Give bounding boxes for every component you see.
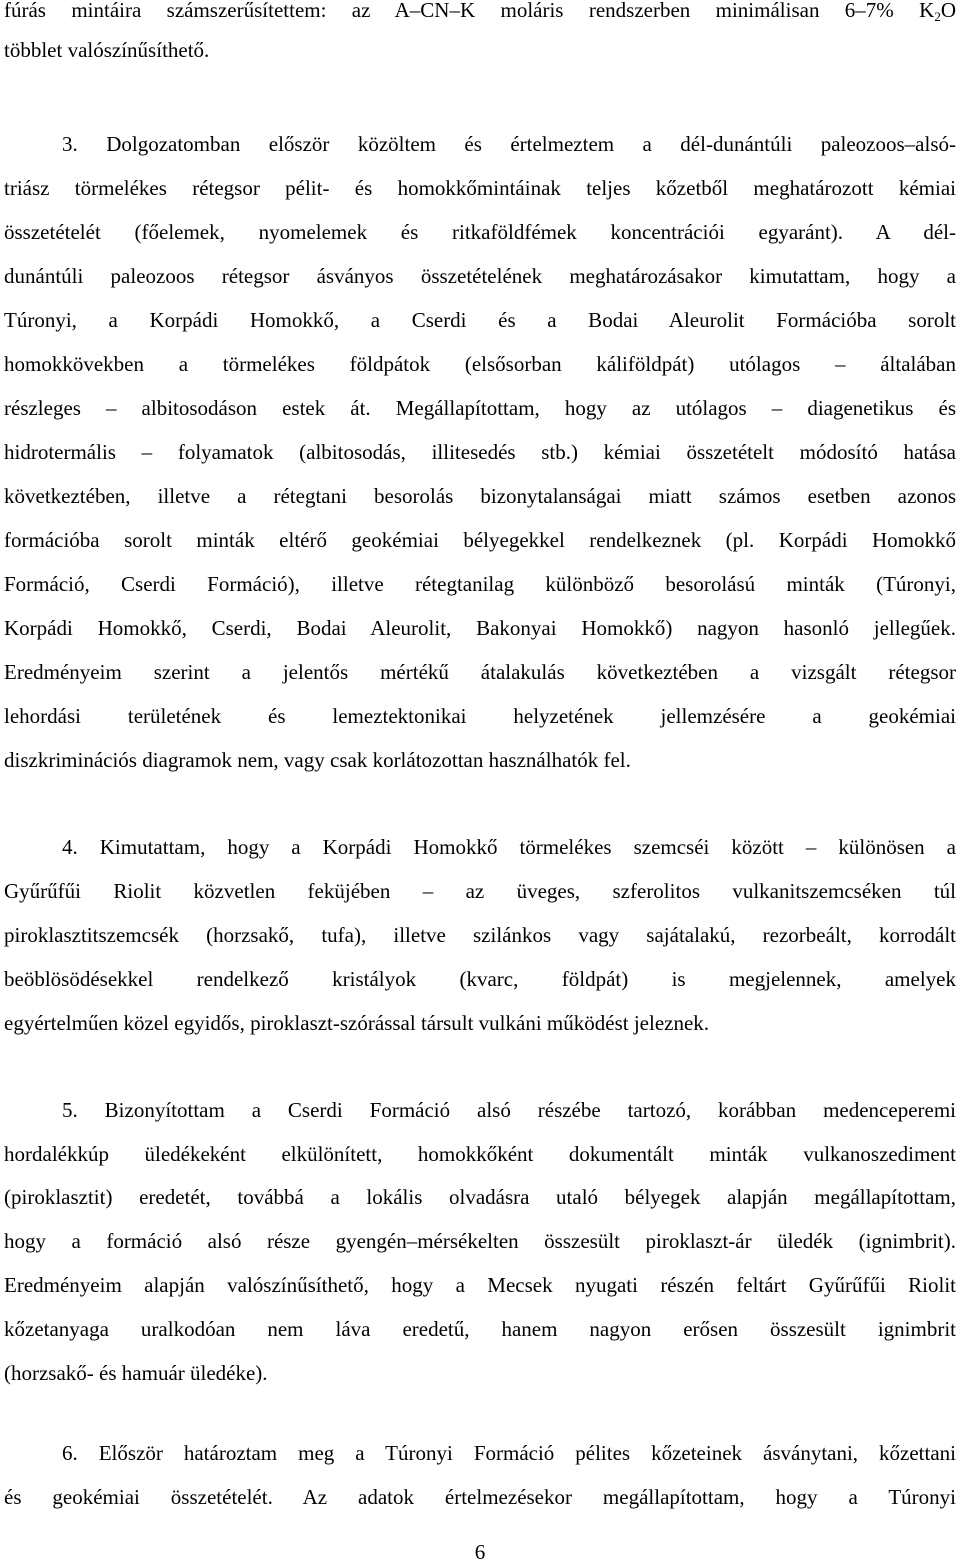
paragraph-5-line: hordalékkúp üledékeként elkülönített, homokkőként dokumentált minták vulkanoszediment (4, 1142, 956, 1166)
paragraph-4-line: Gyűrűfűi Riolit közvetlen feküjében – az üveges, szferolitos vulkanitszemcséken túl (4, 879, 956, 903)
paragraph-6-line: és geokémiai összetételét. Az adatok értelmezésekor megállapítottam, hogy a Túronyi (4, 1485, 956, 1509)
paragraph-3-line: formációba sorolt minták eltérő geokémiai bélyegekkel rendelkeznek (pl. Korpádi Homokkő (4, 528, 956, 552)
paragraph-6-line: 6. Először határoztam meg a Túronyi Formáció pélites kőzeteinek ásványtani, kőzettani (62, 1441, 957, 1465)
paragraph-3-line: 3. Dolgozatomban először közöltem és értelmeztem a dél-dunántúli paleozoos–alsó- (62, 132, 957, 156)
paragraph-3-line: triász törmelékes rétegsor pélit- és homokkőmintáinak teljes kőzetből meghatározott kémiai (4, 176, 956, 200)
paragraph-3-line: homokkövekben a törmelékes földpátok (elsősorban káliföldpát) utólagos – általában (4, 352, 956, 376)
paragraph-3-line: Túronyi, a Korpádi Homokkő, a Cserdi és a Bodai Aleurolit Formációba sorolt (4, 308, 956, 332)
paragraph-5-line: kőzetanyaga uralkodóan nem láva eredetű, hanem nagyon erősen összesült ignimbrit (4, 1317, 956, 1341)
intro-line-2: többlet valószínűsíthető. (4, 38, 210, 62)
paragraph-number: 5. (62, 1098, 78, 1122)
paragraph-5-line: hogy a formáció alsó része gyengén–mérsékelten összesült piroklaszt-ár üledék (ignimbrit). (4, 1229, 956, 1253)
page-number: 6 (474, 1540, 486, 1564)
paragraph-3-line: dunántúli paleozoos rétegsor ásványos összetételének meghatározásakor kimutattam, hogy a (4, 264, 956, 288)
paragraph-3-line: részleges – albitosodáson estek át. Megállapítottam, hogy az utólagos – diagenetikus és (4, 396, 956, 420)
paragraph-5-line: 5. Bizonyítottam a Cserdi Formáció alsó részébe tartozó, korábban medenceperemi (62, 1098, 956, 1122)
paragraph-3-line: hidrotermális – folyamatok (albitosodás, illitesedés stb.) kémiai összetételt módosító hatása (4, 440, 956, 464)
oxide-suffix: O (940, 0, 956, 22)
paragraph-number: 3. (62, 132, 78, 156)
paragraph-4-line: 4. Kimutattam, hogy a Korpádi Homokkő törmelékes szemcséi között – különösen a (62, 835, 957, 859)
paragraph-3-line: összetételét (főelemek, nyomelemek és ritkaföldfémek koncentrációi egyaránt). A dél- (4, 220, 956, 244)
intro-line-1 (4, 0, 956, 30)
intro-line-1-text: fúrás mintáira számszerűsítettem: az A–CN–K moláris rendszerben minimálisan 6–7% K (4, 0, 935, 22)
paragraph-4-line: piroklasztitszemcsék (horzsakő, tufa), illetve szilánkos vagy sajátalakú, rezorbeált, korrodált (4, 923, 956, 947)
paragraph-4-line: beöblösödésekkel rendelkező kristályok (kvarc, földpát) is megjelennek, amelyek (4, 967, 956, 991)
paragraph-4-line: egyértelműen közel egyidős, piroklaszt-szórással társult vulkáni működést jeleznek. (4, 1011, 710, 1035)
paragraph-3-line: diszkriminációs diagramok nem, vagy csak korlátozottan használhatók fel. (4, 748, 631, 772)
paragraph-3-line: Eredményeim szerint a jelentős mértékű átalakulás következtében a vizsgált rétegsor (4, 660, 956, 684)
paragraph-3-line: lehordási területének és lemeztektonikai helyzetének jellemzésére a geokémiai (4, 704, 956, 728)
paragraph-3-line: következtében, illetve a rétegtani besorolás bizonytalanságai miatt számos esetben azonos (4, 484, 956, 508)
potassium-subscript: 2 (934, 9, 941, 24)
paragraph-5-line: (horzsakő- és hamuár üledéke). (4, 1361, 268, 1385)
paragraph-3-line: Formáció, Cserdi Formáció), illetve rétegtanilag különböző besorolású minták (Túronyi, (4, 572, 956, 596)
paragraph-5-line: (piroklasztit) eredetét, továbbá a lokális olvadásra utaló bélyegek alapján megállapítottam, (4, 1185, 956, 1209)
paragraph-number: 4. (62, 835, 78, 859)
paragraph-5-line: Eredményeim alapján valószínűsíthető, hogy a Mecsek nyugati részén feltárt Gyűrűfűi Riolit (4, 1273, 956, 1297)
paragraph-3-line: Korpádi Homokkő, Cserdi, Bodai Aleurolit, Bakonyai Homokkő) nagyon hasonló jellegűek. (4, 616, 956, 640)
paragraph-number: 6. (62, 1441, 78, 1465)
